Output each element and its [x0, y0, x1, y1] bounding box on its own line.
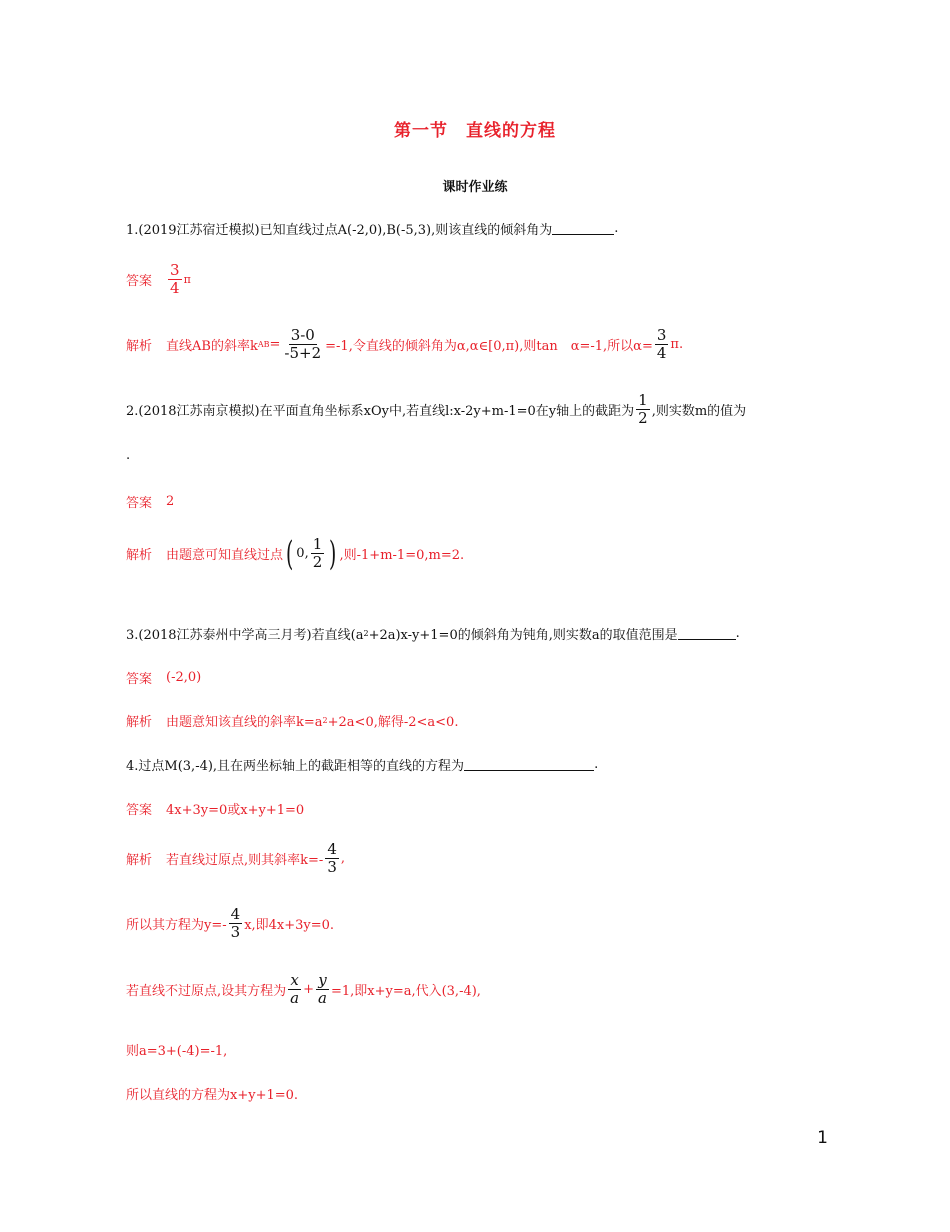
question-4: [126, 755, 598, 774]
analysis-4-line-2-b: x,即4x+3y=0.: [244, 918, 335, 934]
answer-blank: [678, 627, 736, 640]
analysis-4-line-3: [126, 972, 481, 1008]
answer-3: [126, 668, 201, 687]
analysis-3-text-a: 由题意知该直线的斜率k=a: [166, 715, 323, 730]
left-paren: (: [286, 533, 294, 574]
analysis-4-line-2: [126, 906, 334, 942]
analysis-2: [126, 533, 465, 574]
analysis-4-text-a: 若直线过原点,则其斜率k=-: [166, 853, 324, 869]
analysis-1: [126, 327, 683, 363]
question-2-text-a: 2.(2018江苏南京模拟)在平面直角坐标系xOy中,若直线l:x-2y+m-1=0在y轴上的截距为: [126, 404, 635, 420]
question-2-text-b: ,则实数m的值为: [651, 404, 747, 420]
analysis-3-sup: 2: [322, 716, 328, 725]
question-1: [126, 219, 618, 238]
question-4-text: 4.过点M(3,-4),且在两坐标轴上的截距相等的直线的方程为: [126, 759, 465, 774]
question-2-fraction: $\frac{1}{2}$: [638, 391, 648, 428]
answer-3-value: (-2,0): [166, 670, 202, 685]
question-3-text-a: 3.(2018江苏泰州中学高三月考)若直线(a: [126, 628, 364, 643]
analysis-1-angle-fraction: $\frac{3}{4}$: [656, 326, 667, 363]
analysis-2-text-a: 由题意可知直线过点: [166, 548, 284, 564]
question-4-end: .: [594, 757, 599, 772]
analysis-label: 解析: [126, 853, 153, 869]
analysis-4-line-5: 所以直线的方程为x+y+1=0.: [126, 1088, 299, 1103]
answer-2: [126, 492, 174, 511]
analysis-1-text-c: π.: [670, 337, 684, 353]
analysis-4-line-2-fraction: $\frac{4}{3}$: [230, 905, 241, 942]
analysis-1-sub: AB: [257, 340, 270, 350]
analysis-label: 解析: [126, 548, 153, 564]
section-subtitle: 课时作业练: [442, 180, 508, 195]
analysis-3-text-b: +2a<0,解得-2<a<0.: [327, 715, 459, 730]
analysis-4-line-3-fraction-y: $\frac{y}{a}$: [318, 971, 327, 1008]
answer-4-value: 4x+3y=0或x+y+1=0: [166, 803, 305, 818]
analysis-1-text-a: 直线AB的斜率k: [166, 339, 258, 355]
analysis-label: 解析: [126, 715, 153, 730]
analysis-1-eq: =: [269, 337, 281, 353]
analysis-3: [126, 711, 458, 730]
answer-1-pi: π: [183, 273, 191, 287]
right-paren: ): [329, 533, 337, 574]
analysis-4-text-b: ,: [340, 851, 345, 867]
question-3-text-b: +2a)x-y+1=0的倾斜角为钝角,则实数a的取值范围是: [368, 628, 678, 643]
answer-label: 答案: [126, 803, 153, 818]
analysis-label: 解析: [126, 339, 153, 355]
analysis-1-slope-fraction: $\frac{3-0}{-5+2}$: [284, 326, 322, 363]
analysis-4-line-4: 则a=3+(-4)=-1,: [126, 1044, 228, 1059]
answer-2-value: 2: [166, 494, 175, 509]
analysis-1-text-b: =-1,令直线的倾斜角为α,α∈[0,π),则tan α=-1,所以α=: [325, 339, 653, 355]
question-1-end: .: [614, 221, 619, 236]
answer-label: 答案: [126, 496, 153, 511]
answer-label: 答案: [126, 274, 153, 290]
question-3: [126, 624, 740, 643]
analysis-4-slope-fraction: $\frac{4}{3}$: [327, 840, 337, 877]
answer-label: 答案: [126, 672, 153, 687]
question-2: [126, 392, 746, 428]
analysis-2-point: [283, 533, 339, 574]
analysis-4-line-1: [126, 841, 345, 877]
question-2-continuation: .: [126, 448, 131, 463]
question-3-end: .: [735, 626, 740, 641]
analysis-4-line-3-plus: +: [303, 982, 314, 998]
page-number: 1: [817, 1128, 828, 1148]
answer-blank: [464, 758, 594, 771]
analysis-4-line-3-a: 若直线不过原点,设其方程为: [126, 984, 287, 1000]
answer-1-fraction: $\frac{3}{4}$: [170, 261, 180, 298]
analysis-2-point-y: $\frac{1}{2}$: [312, 535, 323, 572]
answer-1: [126, 262, 191, 298]
analysis-4-line-3-fraction-x: $\frac{x}{a}$: [290, 971, 300, 1008]
analysis-2-point-x: 0,: [296, 546, 309, 562]
analysis-2-text-b: ,则-1+m-1=0,m=2.: [339, 548, 465, 564]
answer-4: [126, 799, 304, 818]
question-3-sup: 2: [363, 629, 369, 638]
answer-blank: [552, 222, 614, 235]
analysis-4-line-2-a: 所以其方程为y=-: [126, 918, 227, 934]
analysis-4-line-3-b: =1,即x+y=a,代入(3,-4),: [330, 984, 481, 1000]
question-1-text: 1.(2019江苏宿迁模拟)已知直线过点A(-2,0),B(-5,3),则该直线的倾斜角为: [126, 223, 553, 238]
page-title: 第一节 直线的方程: [394, 121, 556, 141]
